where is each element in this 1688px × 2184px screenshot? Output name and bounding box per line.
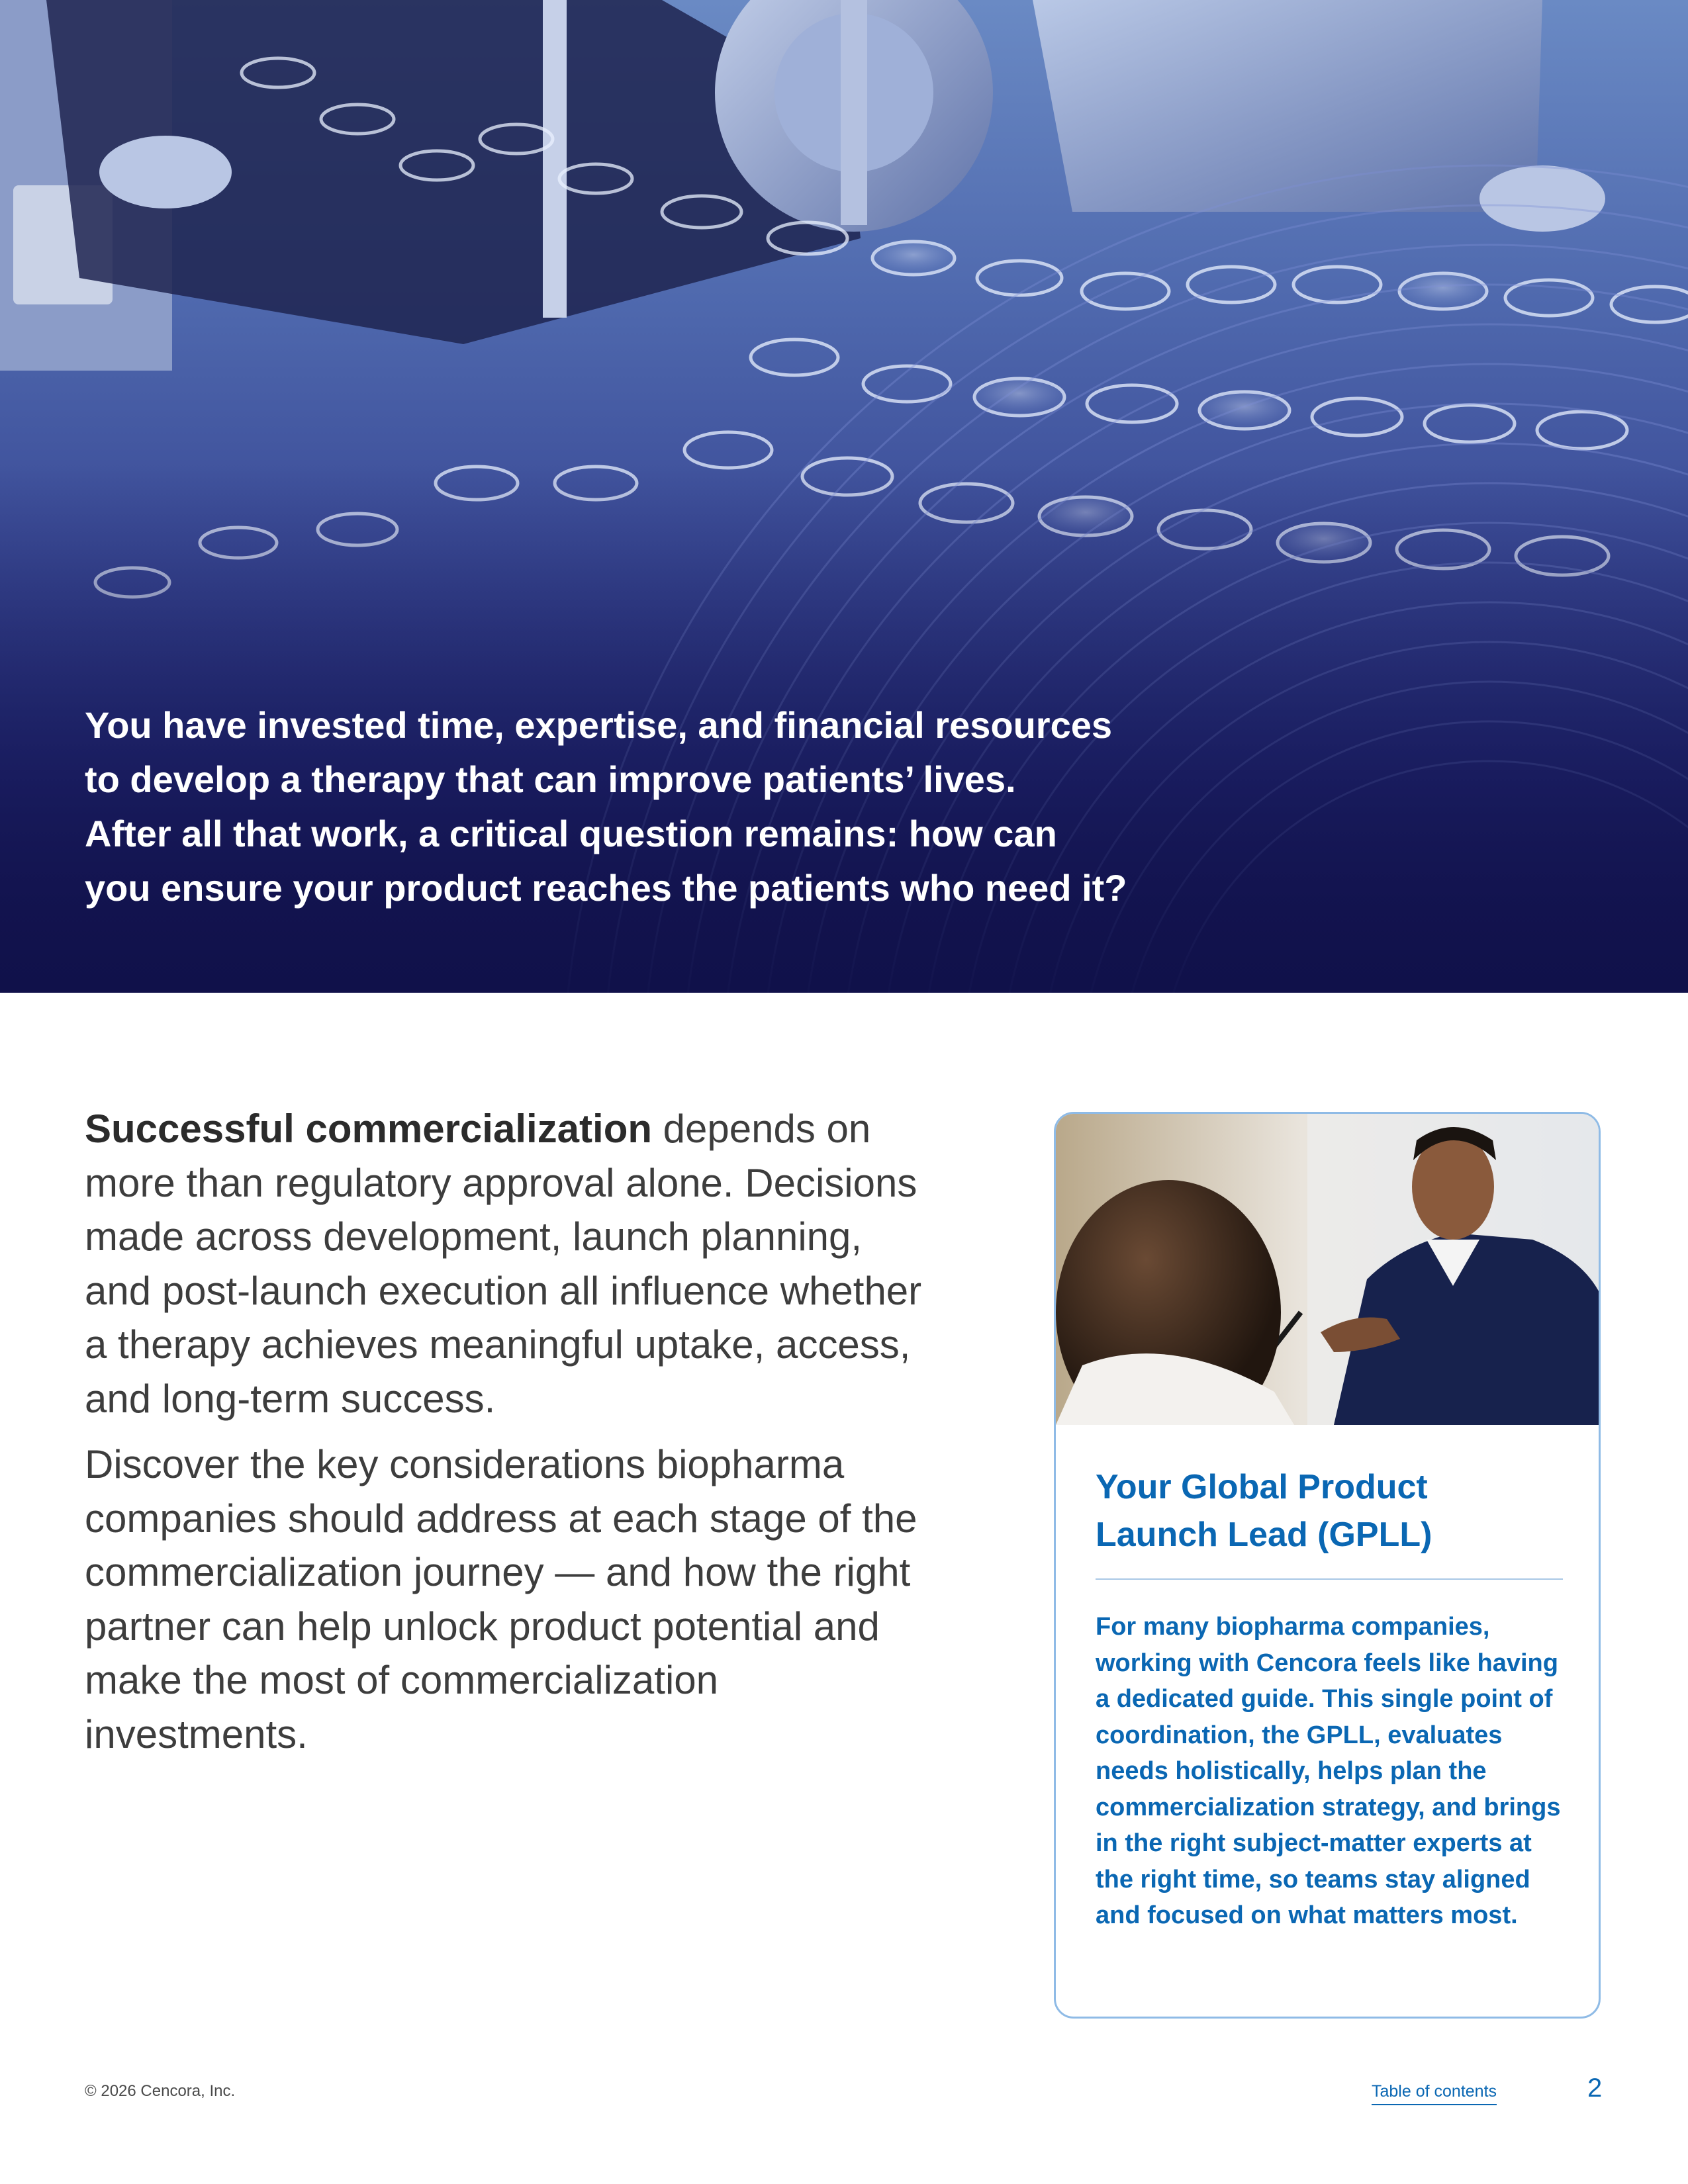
gpll-card — [1054, 1112, 1601, 2019]
intro-paragraph-1-text: depends on more than regulatory approval alone. Decisions made across development, launch planning, and post-launch execution all influence whether a therapy achieves meaningful uptake, access, and long-term success. — [85, 1107, 922, 1421]
intro-paragraph-1 — [85, 1102, 939, 1426]
hero-headline — [85, 698, 1309, 915]
page-number: 2 — [1587, 2073, 1603, 2103]
copyright: © 2026 Cencora, Inc. — [85, 2082, 236, 2100]
card-body: For many biopharma companies, working with Cencora feels like having a dedicated guide. This single point of coordination, the GPLL, evaluates needs holistically, helps plan the commercialization strategy, and brings in the right subject-matter experts at the right time, so teams stay aligned and focused on what matters most. — [1096, 1613, 1561, 1929]
hero-line: you ensure your product reaches the patients who need it? — [85, 867, 1127, 909]
intro-bold-lead: Successful commercialization — [85, 1107, 652, 1151]
hero-line: to develop a therapy that can improve patients’ lives. — [85, 758, 1016, 800]
hero-line: After all that work, a critical question remains: how can — [85, 813, 1057, 854]
intro-text — [85, 1102, 939, 1773]
business-meeting-photo — [1056, 1114, 1601, 1425]
card-title: Your Global Product Launch Lead (GPLL) — [1096, 1468, 1432, 1554]
hero-banner — [0, 0, 1688, 993]
card-divider — [1096, 1578, 1563, 1580]
intro-paragraph-2: Discover the key considerations biopharma companies should address at each stage of the commercialization journey — and how the right partner can help unlock product potential and make the most of commercialization investments. — [85, 1442, 917, 1756]
hero-line: You have invested time, expertise, and financial resources — [85, 704, 1113, 746]
table-of-contents-link[interactable]: Table of contents — [1372, 2080, 1497, 2105]
